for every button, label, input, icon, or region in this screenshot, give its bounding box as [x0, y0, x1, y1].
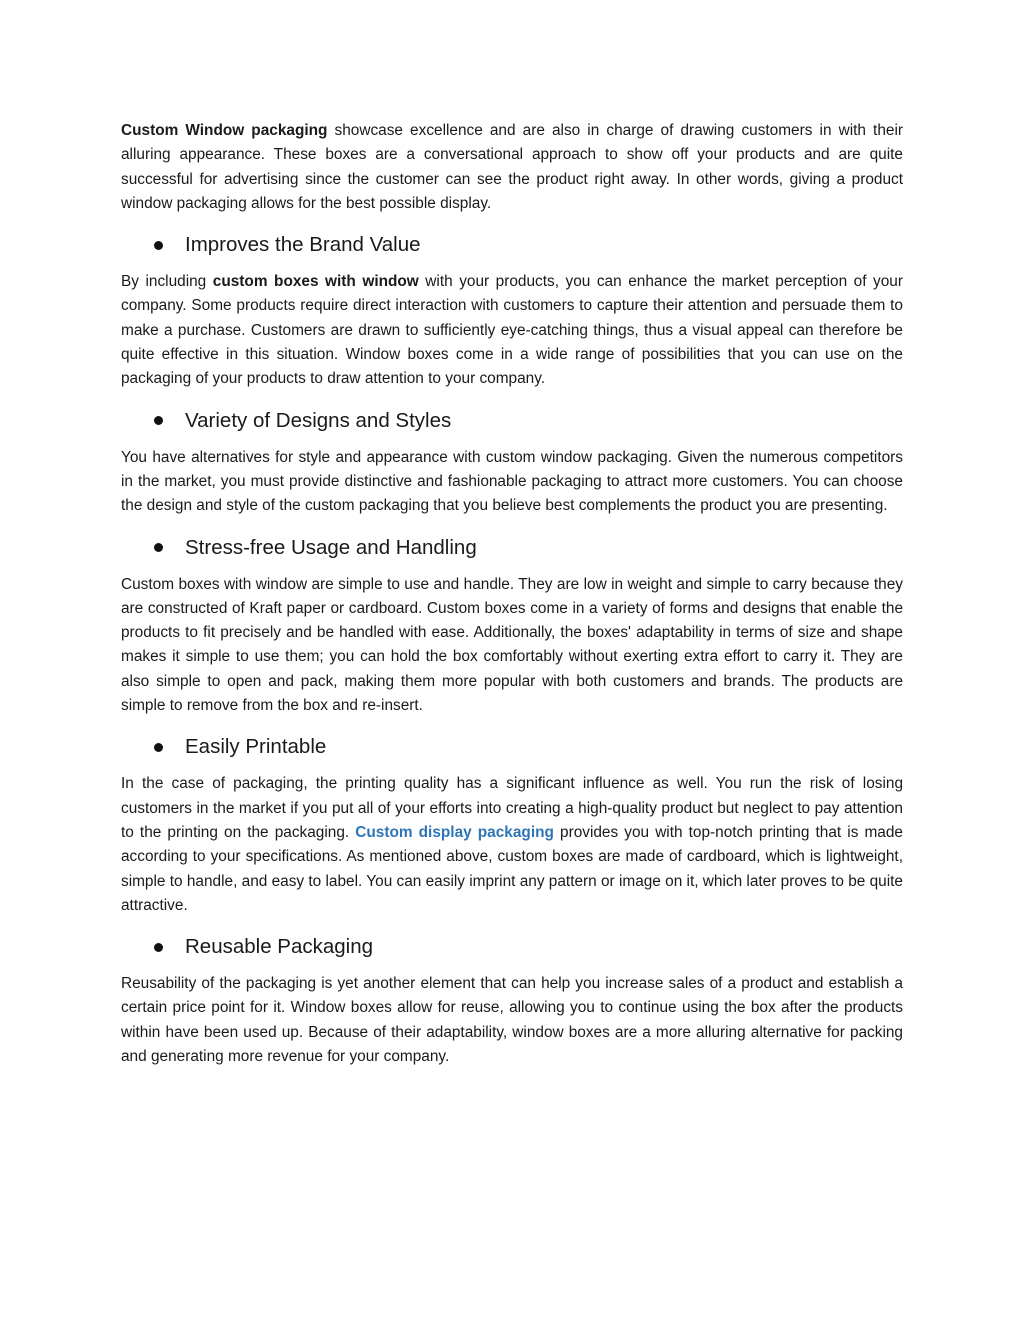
paragraph-text: with your products, you can enhance the market perception of your company. Some products require direct interaction with customers to capture their attention and persuade them to make a purchase. Customers are drawn to sufficiently eye-catching things, thus a visual appeal can therefore be quite effective in this situation. Window boxes come in a wide range of possibilities that you can use on the packaging of your products to draw attention to your company. — [121, 273, 903, 388]
bullet-icon — [154, 416, 163, 425]
section-heading-designs-styles — [121, 406, 903, 436]
heading-text: Easily Printable — [185, 735, 327, 759]
intro-lead-bold: Custom Window packaging — [121, 122, 328, 139]
section-paragraph-reusable: Reusability of the packaging is yet another element that can help you increase sales of a product and establish a certain price point for it. Window boxes allow for reuse, allowing you to continue using the box after the products within have been used up. Because of their adaptability, window boxes are a more alluring alternative for packing and generating more revenue for your company. — [121, 975, 903, 1066]
heading-text: Reusable Packaging — [185, 935, 374, 959]
paragraph-text: In the case of packaging, the printing quality has a significant influence as well. You run the risk of losing customers in the market if you put all of your efforts into creating a high-quality product but neglect to pay attention to the printing on the packaging. — [121, 775, 903, 841]
section-heading-reusable — [121, 932, 903, 962]
heading-text: Variety of Designs and Styles — [185, 408, 452, 432]
heading-text: Improves the Brand Value — [185, 233, 421, 257]
bullet-icon — [154, 543, 163, 552]
section-heading-usage-handling — [121, 533, 903, 563]
custom-display-packaging-link[interactable]: Custom display packaging — [355, 823, 554, 841]
document-body — [121, 119, 903, 1069]
bullet-icon — [154, 241, 163, 250]
paragraph-text: By including — [121, 273, 213, 291]
intro-paragraph — [121, 119, 903, 216]
section-paragraph-designs-styles: You have alternatives for style and appearance with custom window packaging. Given the numerous competitors in the market, you must provide distinctive and fashionable packaging to attract more customers. You can choose the design and style of the custom packaging that you believe best complements the product you are presenting. — [121, 448, 903, 515]
bold-phrase: custom boxes with window — [212, 273, 419, 291]
bullet-icon — [154, 943, 163, 952]
bullet-icon — [154, 743, 163, 752]
section-paragraph-printable — [121, 772, 903, 918]
paragraph-text: provides you with top-notch printing that is made according to your specifications. As mentioned above, custom boxes are made of cardboard, which is lightweight, simple to handle, and easy to label. You can easily imprint any pattern or image on it, which later proves to be quite attractive. — [121, 823, 903, 914]
section-heading-brand-value — [121, 230, 903, 260]
heading-text: Stress-free Usage and Handling — [185, 535, 477, 559]
section-paragraph-usage-handling: Custom boxes with window are simple to use and handle. They are low in weight and simple to carry because they are constructed of Kraft paper or cardboard. Custom boxes come in a variety of forms and designs that enable the products to fit precisely and be handled with ease. Additionally, the boxes' adaptability in terms of size and shape makes it simple to use them; you can hold the box comfortably without exerting extra effort to carry it. They are also simple to open and pack, making them more popular with both customers and brands. The products are simple to remove from the box and re-insert. — [121, 575, 903, 715]
section-heading-printable — [121, 732, 903, 762]
section-paragraph-brand-value — [121, 270, 903, 391]
intro-text: showcase excellence and are also in charge of drawing customers in with their alluring appearance. These boxes are a conversational approach to show off your products and are quite successful for advertising since the customer can see the product right away. In other words, giving a product window packaging allows for the best possible display. — [121, 122, 903, 212]
